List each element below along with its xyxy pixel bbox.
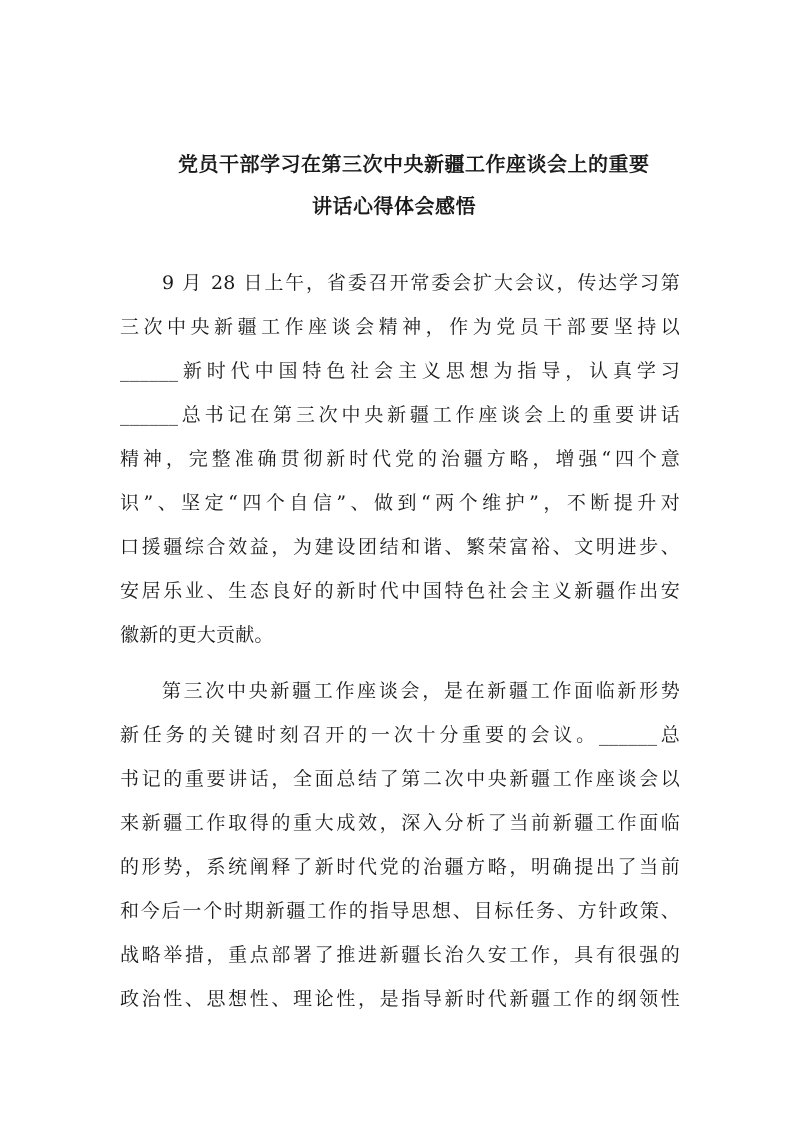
paragraph-2-line-7: 战略举措，重点部署了推进新疆长治久安工作，具有很强的 bbox=[120, 944, 680, 966]
paragraph-1-line-4: ______总书记在第三次中央新疆工作座谈会上的重要讲话 bbox=[120, 404, 680, 426]
paragraph-2-line-3: 书记的重要讲话，全面总结了第二次中央新疆工作座谈会以 bbox=[120, 768, 680, 790]
document-title-line-1: 党员干部学习在第三次中央新疆工作座谈会上的重要 bbox=[178, 152, 650, 176]
document-title-line-2: 讲话心得体会感悟 bbox=[312, 194, 476, 218]
paragraph-2-line-5: 的形势，系统阐释了新时代党的治疆方略，明确提出了当前 bbox=[120, 856, 680, 878]
paragraph-2-line-4: 来新疆工作取得的重大成效，深入分析了当前新疆工作面临 bbox=[120, 812, 680, 834]
paragraph-1-line-8: 安居乐业、生态良好的新时代中国特色社会主义新疆作出安 bbox=[120, 580, 680, 602]
paragraph-1-line-6: 识”、坚定“四个自信”、做到“两个维护”，不断提升对 bbox=[120, 492, 680, 514]
paragraph-1-line-5: 精神，完整准确贯彻新时代党的治疆方略，增强“四个意 bbox=[120, 448, 680, 470]
paragraph-2-line-6: 和今后一个时期新疆工作的指导思想、目标任务、方针政策、 bbox=[120, 900, 680, 922]
paragraph-2-line-1: 第三次中央新疆工作座谈会，是在新疆工作面临新形势 bbox=[162, 680, 680, 702]
paragraph-1-line-2: 三次中央新疆工作座谈会精神，作为党员干部要坚持以 bbox=[120, 316, 680, 338]
paragraph-2-line-2: 新任务的关键时刻召开的一次十分重要的会议。______总 bbox=[120, 724, 680, 746]
paragraph-1-line-7: 口援疆综合效益，为建设团结和谐、繁荣富裕、文明进步、 bbox=[120, 536, 680, 558]
paragraph-1-line-9: 徽新的更大贡献。 bbox=[120, 624, 274, 646]
paragraph-1-line-1: 9 月 28 日上午，省委召开常委会扩大会议，传达学习第 bbox=[162, 272, 680, 294]
paragraph-1-line-3: ______新时代中国特色社会主义思想为指导，认真学习 bbox=[120, 360, 680, 382]
paragraph-2-line-8: 政治性、思想性、理论性，是指导新时代新疆工作的纲领性 bbox=[120, 988, 680, 1010]
